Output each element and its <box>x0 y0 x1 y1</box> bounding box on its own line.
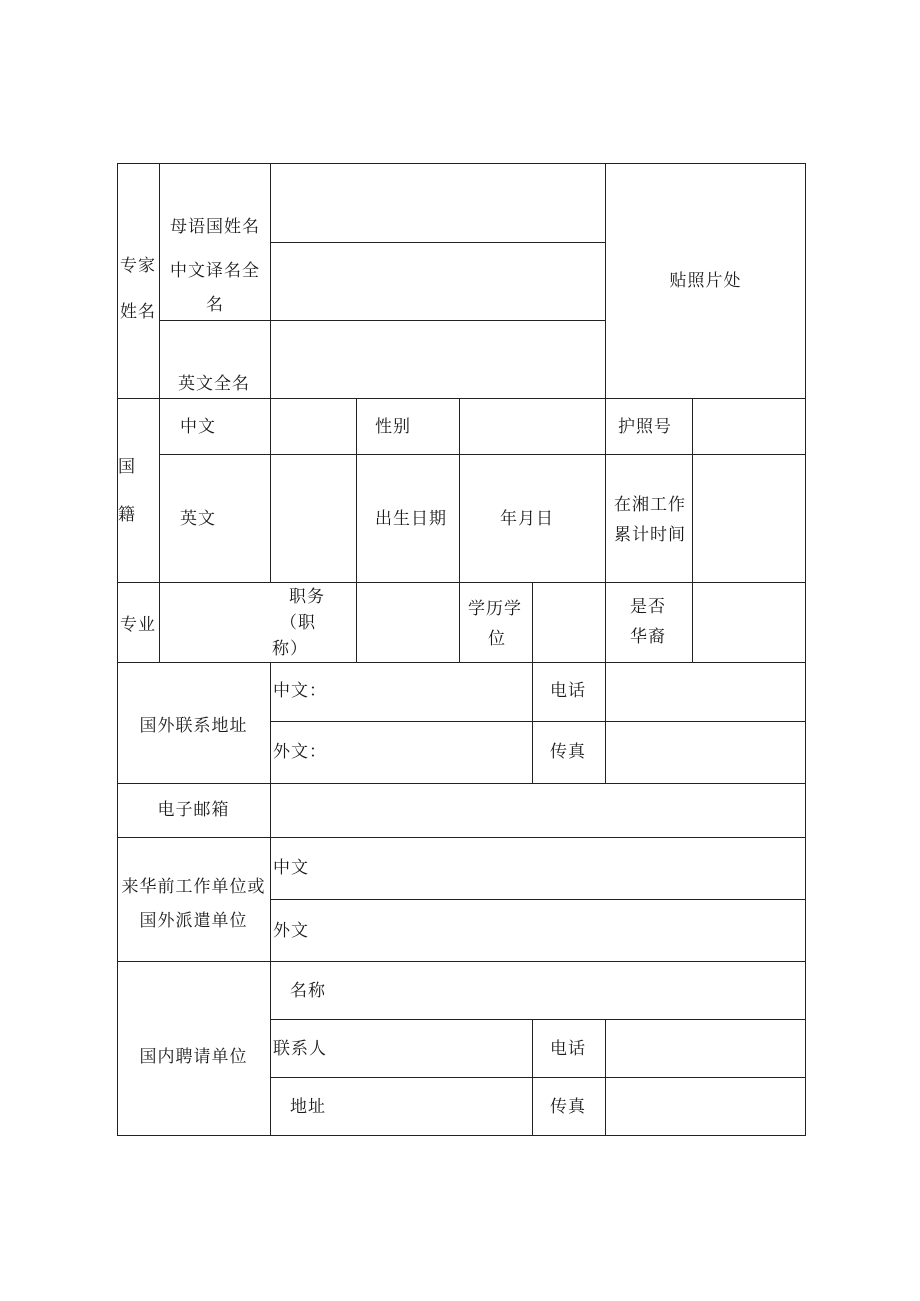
birth-date-value[interactable]: 年月日 <box>500 509 554 529</box>
col-divider <box>605 1019 606 1136</box>
row-divider <box>270 242 606 243</box>
previous-employer-chinese-label: 中文 <box>273 858 309 878</box>
hunan-work-input[interactable] <box>696 458 809 578</box>
position-label-line2: （职 <box>280 613 316 633</box>
domestic-phone-label: 电话 <box>550 1039 586 1059</box>
degree-input[interactable] <box>536 586 609 658</box>
overseas-chinese-input[interactable] <box>696 586 809 658</box>
domestic-employer-label: 国内聘请单位 <box>139 1047 248 1067</box>
chinese-name-label <box>160 254 270 322</box>
row-divider <box>117 662 806 663</box>
foreign-address-chinese-label: 中文： <box>273 681 327 701</box>
nationality-chinese-label: 中文 <box>180 417 216 437</box>
degree-label-line1: 学历学 <box>468 599 522 619</box>
email-input[interactable] <box>274 787 809 833</box>
row-divider <box>159 454 806 455</box>
degree-label <box>468 594 522 654</box>
row-divider <box>117 783 806 784</box>
previous-employer-foreign-input[interactable] <box>320 903 809 957</box>
degree-label-line2: 位 <box>488 629 506 649</box>
col-divider <box>692 398 693 663</box>
nationality-label-line1: 国 <box>118 457 136 477</box>
previous-employer-label-line2: 国外派遣单位 <box>139 911 248 931</box>
col-divider <box>532 582 533 663</box>
expert-name-label <box>117 252 159 326</box>
gender-input[interactable] <box>463 402 609 450</box>
major-label: 专业 <box>120 615 156 635</box>
position-label-line3: 称） <box>272 639 308 659</box>
col-divider <box>605 662 606 784</box>
hunan-work-label-line1: 在湘工作 <box>614 495 686 515</box>
english-name-input[interactable] <box>274 324 608 394</box>
previous-employer-label <box>117 870 270 938</box>
nationality-label <box>117 453 137 529</box>
foreign-address-foreign-input[interactable] <box>330 725 536 779</box>
foreign-address-foreign-label: 外文： <box>273 742 327 762</box>
position-label-line1: 职务 <box>289 587 325 607</box>
previous-employer-foreign-label: 外文 <box>273 921 309 941</box>
position-label <box>272 584 325 662</box>
row-divider <box>270 721 806 722</box>
domestic-contact-input[interactable] <box>340 1023 536 1073</box>
overseas-chinese-label-line2: 华裔 <box>630 627 666 647</box>
domestic-fax-input[interactable] <box>609 1081 809 1131</box>
nationality-english-label: 英文 <box>180 509 216 529</box>
native-name-label: 母语国姓名 <box>170 217 260 237</box>
domestic-address-input[interactable] <box>340 1081 536 1131</box>
foreign-address-chinese-input[interactable] <box>330 666 536 717</box>
foreign-phone-label: 电话 <box>550 681 586 701</box>
foreign-fax-label: 传真 <box>550 742 586 762</box>
overseas-chinese-label-line1: 是否 <box>630 597 666 617</box>
domestic-fax-label: 传真 <box>550 1097 586 1117</box>
foreign-phone-input[interactable] <box>609 666 809 717</box>
table-border-top <box>117 163 806 164</box>
expert-name-label-line2: 姓名 <box>120 302 156 322</box>
previous-employer-label-line1: 来华前工作单位或 <box>121 877 266 897</box>
passport-label: 护照号 <box>618 417 672 437</box>
chinese-name-label-line1: 中文译名全 <box>170 261 260 281</box>
domestic-address-label: 地址 <box>290 1097 326 1117</box>
foreign-fax-input[interactable] <box>609 725 809 779</box>
nationality-label-line2: 籍 <box>118 505 136 525</box>
birth-date-label: 出生日期 <box>375 509 447 529</box>
position-input[interactable] <box>360 586 463 658</box>
nationality-chinese-input[interactable] <box>274 402 360 450</box>
domestic-phone-input[interactable] <box>609 1023 809 1073</box>
email-label: 电子邮箱 <box>157 800 230 820</box>
row-divider <box>270 1019 806 1020</box>
hunan-work-label-line2: 累计时间 <box>614 525 686 545</box>
chinese-name-label-line2: 名 <box>206 295 224 315</box>
row-divider <box>270 1077 806 1078</box>
overseas-chinese-label <box>630 592 666 652</box>
row-divider <box>117 582 806 583</box>
row-divider <box>117 837 806 838</box>
previous-employer-chinese-input[interactable] <box>320 841 809 895</box>
domestic-employer-name-label: 名称 <box>290 981 326 1001</box>
passport-input[interactable] <box>696 402 809 450</box>
row-divider <box>117 961 806 962</box>
major-input[interactable] <box>163 586 274 658</box>
col-divider <box>159 163 160 663</box>
col-divider <box>270 163 271 583</box>
photo-placeholder: 贴照片处 <box>669 271 742 291</box>
domestic-contact-label: 联系人 <box>273 1039 327 1059</box>
hunan-work-label <box>614 490 686 550</box>
foreign-address-label: 国外联系地址 <box>139 716 248 736</box>
col-divider <box>270 662 271 1136</box>
table-border-bottom <box>117 1135 806 1136</box>
expert-name-label-line1: 专家 <box>120 256 156 276</box>
domestic-employer-name-input[interactable] <box>340 965 809 1015</box>
native-name-input[interactable] <box>274 168 608 238</box>
nationality-english-input[interactable] <box>274 458 360 578</box>
chinese-name-input[interactable] <box>274 246 608 316</box>
english-name-label: 英文全名 <box>178 374 250 394</box>
row-divider <box>270 899 806 900</box>
gender-label: 性别 <box>375 417 411 437</box>
